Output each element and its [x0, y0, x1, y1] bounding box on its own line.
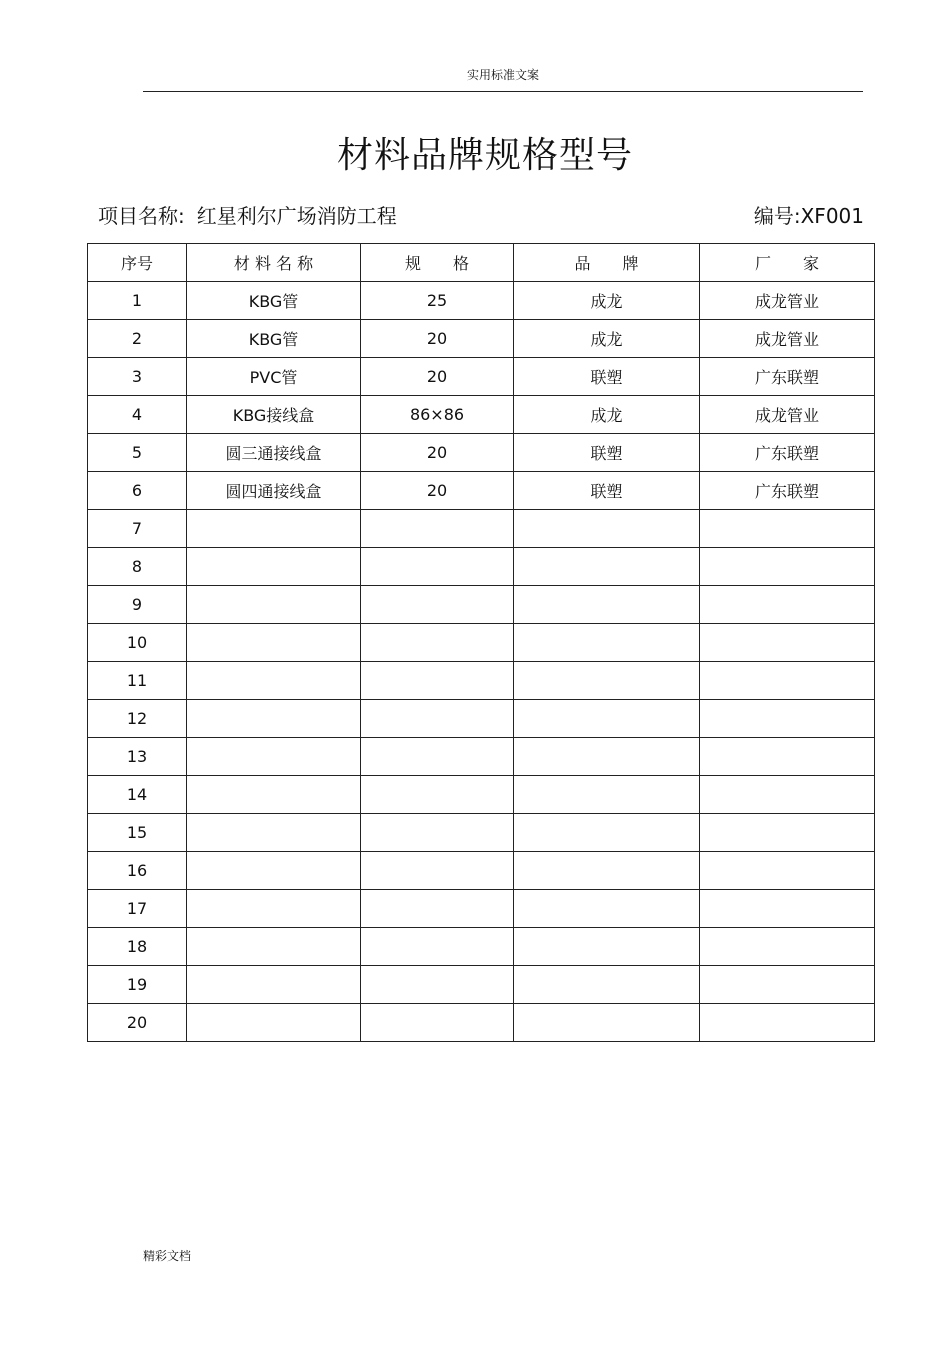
manufacturer-cell: 成龙管业	[700, 282, 875, 320]
material-name-cell	[187, 814, 361, 852]
brand-cell	[514, 548, 700, 586]
document-number-line	[754, 198, 864, 234]
material-name-cell	[187, 624, 361, 662]
column-header-specification: 规 格	[361, 244, 514, 282]
table-row	[88, 966, 875, 1004]
brand-cell	[514, 700, 700, 738]
table-row	[88, 624, 875, 662]
manufacturer-cell: 广东联塑	[700, 472, 875, 510]
manufacturer-cell	[700, 1004, 875, 1042]
brand-cell	[514, 624, 700, 662]
row-index-cell: 16	[88, 852, 187, 890]
brand-cell	[514, 890, 700, 928]
table-header-row	[88, 244, 875, 282]
manufacturer-cell: 成龙管业	[700, 320, 875, 358]
manufacturer-cell	[700, 700, 875, 738]
row-index-cell: 6	[88, 472, 187, 510]
brand-cell	[514, 510, 700, 548]
row-index-cell: 18	[88, 928, 187, 966]
manufacturer-cell: 广东联塑	[700, 434, 875, 472]
row-index-cell: 2	[88, 320, 187, 358]
column-header-index: 序号	[88, 244, 187, 282]
specification-cell	[361, 852, 514, 890]
table-row	[88, 548, 875, 586]
row-index-cell: 10	[88, 624, 187, 662]
specification-cell	[361, 738, 514, 776]
brand-cell	[514, 1004, 700, 1042]
specification-cell: 86×86	[361, 396, 514, 434]
specification-cell: 20	[361, 472, 514, 510]
material-name-cell	[187, 928, 361, 966]
specification-cell	[361, 586, 514, 624]
row-index-cell: 12	[88, 700, 187, 738]
manufacturer-cell	[700, 928, 875, 966]
material-table	[87, 243, 875, 1042]
document-number-value: XF001	[800, 204, 864, 228]
material-name-cell	[187, 548, 361, 586]
material-name-cell	[187, 662, 361, 700]
table-row	[88, 662, 875, 700]
material-name-cell	[187, 966, 361, 1004]
row-index-cell: 13	[88, 738, 187, 776]
table-row	[88, 852, 875, 890]
material-name-cell	[187, 852, 361, 890]
table-row	[88, 1004, 875, 1042]
manufacturer-cell	[700, 586, 875, 624]
specification-cell: 25	[361, 282, 514, 320]
specification-cell	[361, 548, 514, 586]
table-row	[88, 472, 875, 510]
table-row	[88, 700, 875, 738]
brand-cell	[514, 776, 700, 814]
row-index-cell: 19	[88, 966, 187, 1004]
row-index-cell: 7	[88, 510, 187, 548]
table-row	[88, 396, 875, 434]
row-index-cell: 5	[88, 434, 187, 472]
specification-cell	[361, 1004, 514, 1042]
manufacturer-cell	[700, 548, 875, 586]
table-row	[88, 890, 875, 928]
column-header-material-name: 材 料 名 称	[187, 244, 361, 282]
material-name-cell	[187, 890, 361, 928]
row-index-cell: 20	[88, 1004, 187, 1042]
specification-cell	[361, 624, 514, 662]
specification-cell	[361, 776, 514, 814]
row-index-cell: 11	[88, 662, 187, 700]
project-name-line	[98, 198, 397, 234]
table-row	[88, 282, 875, 320]
page-footer: 精彩文档	[143, 1249, 192, 1263]
specification-cell: 20	[361, 434, 514, 472]
specification-cell	[361, 966, 514, 1004]
material-name-cell: KBG接线盒	[187, 396, 361, 434]
brand-cell: 成龙	[514, 320, 700, 358]
manufacturer-cell	[700, 510, 875, 548]
row-index-cell: 15	[88, 814, 187, 852]
specification-cell	[361, 814, 514, 852]
manufacturer-cell	[700, 776, 875, 814]
table-row	[88, 776, 875, 814]
table-row	[88, 586, 875, 624]
material-name-cell	[187, 1004, 361, 1042]
table-row	[88, 358, 875, 396]
material-name-cell	[187, 776, 361, 814]
manufacturer-cell	[700, 852, 875, 890]
table-body	[88, 282, 875, 1042]
row-index-cell: 1	[88, 282, 187, 320]
row-index-cell: 4	[88, 396, 187, 434]
manufacturer-cell: 成龙管业	[700, 396, 875, 434]
brand-cell: 成龙	[514, 396, 700, 434]
table-row	[88, 814, 875, 852]
brand-cell: 联塑	[514, 434, 700, 472]
table-row	[88, 510, 875, 548]
row-index-cell: 17	[88, 890, 187, 928]
material-name-cell: KBG管	[187, 282, 361, 320]
specification-cell	[361, 662, 514, 700]
row-index-cell: 9	[88, 586, 187, 624]
brand-cell	[514, 738, 700, 776]
manufacturer-cell	[700, 624, 875, 662]
row-index-cell: 3	[88, 358, 187, 396]
manufacturer-cell	[700, 738, 875, 776]
column-header-manufacturer: 厂 家	[700, 244, 875, 282]
document-number-label: 编号:	[753, 204, 801, 228]
specification-cell: 20	[361, 320, 514, 358]
document-title: 材料品牌规格型号	[336, 135, 633, 176]
row-index-cell: 8	[88, 548, 187, 586]
manufacturer-cell	[700, 890, 875, 928]
material-name-cell	[187, 700, 361, 738]
material-name-cell: PVC管	[187, 358, 361, 396]
brand-cell: 联塑	[514, 472, 700, 510]
manufacturer-cell: 广东联塑	[700, 358, 875, 396]
brand-cell	[514, 662, 700, 700]
brand-cell	[514, 966, 700, 1004]
brand-cell	[514, 586, 700, 624]
brand-cell: 联塑	[514, 358, 700, 396]
column-header-brand: 品 牌	[514, 244, 700, 282]
specification-cell	[361, 928, 514, 966]
page-header: 实用标准文案	[466, 68, 539, 82]
project-name-value: 红星利尔广场消防工程	[196, 204, 397, 228]
row-index-cell: 14	[88, 776, 187, 814]
material-name-cell: KBG管	[187, 320, 361, 358]
table-row	[88, 738, 875, 776]
manufacturer-cell	[700, 662, 875, 700]
material-name-cell: 圆四通接线盒	[187, 472, 361, 510]
specification-cell	[361, 700, 514, 738]
manufacturer-cell	[700, 814, 875, 852]
project-name-label: 项目名称:	[98, 204, 185, 228]
material-name-cell: 圆三通接线盒	[187, 434, 361, 472]
table-row	[88, 434, 875, 472]
brand-cell: 成龙	[514, 282, 700, 320]
material-name-cell	[187, 510, 361, 548]
specification-cell: 20	[361, 358, 514, 396]
material-name-cell	[187, 738, 361, 776]
header-divider	[143, 91, 863, 92]
specification-cell	[361, 510, 514, 548]
brand-cell	[514, 814, 700, 852]
brand-cell	[514, 852, 700, 890]
specification-cell	[361, 890, 514, 928]
material-name-cell	[187, 586, 361, 624]
table-row	[88, 320, 875, 358]
brand-cell	[514, 928, 700, 966]
table-row	[88, 928, 875, 966]
manufacturer-cell	[700, 966, 875, 1004]
